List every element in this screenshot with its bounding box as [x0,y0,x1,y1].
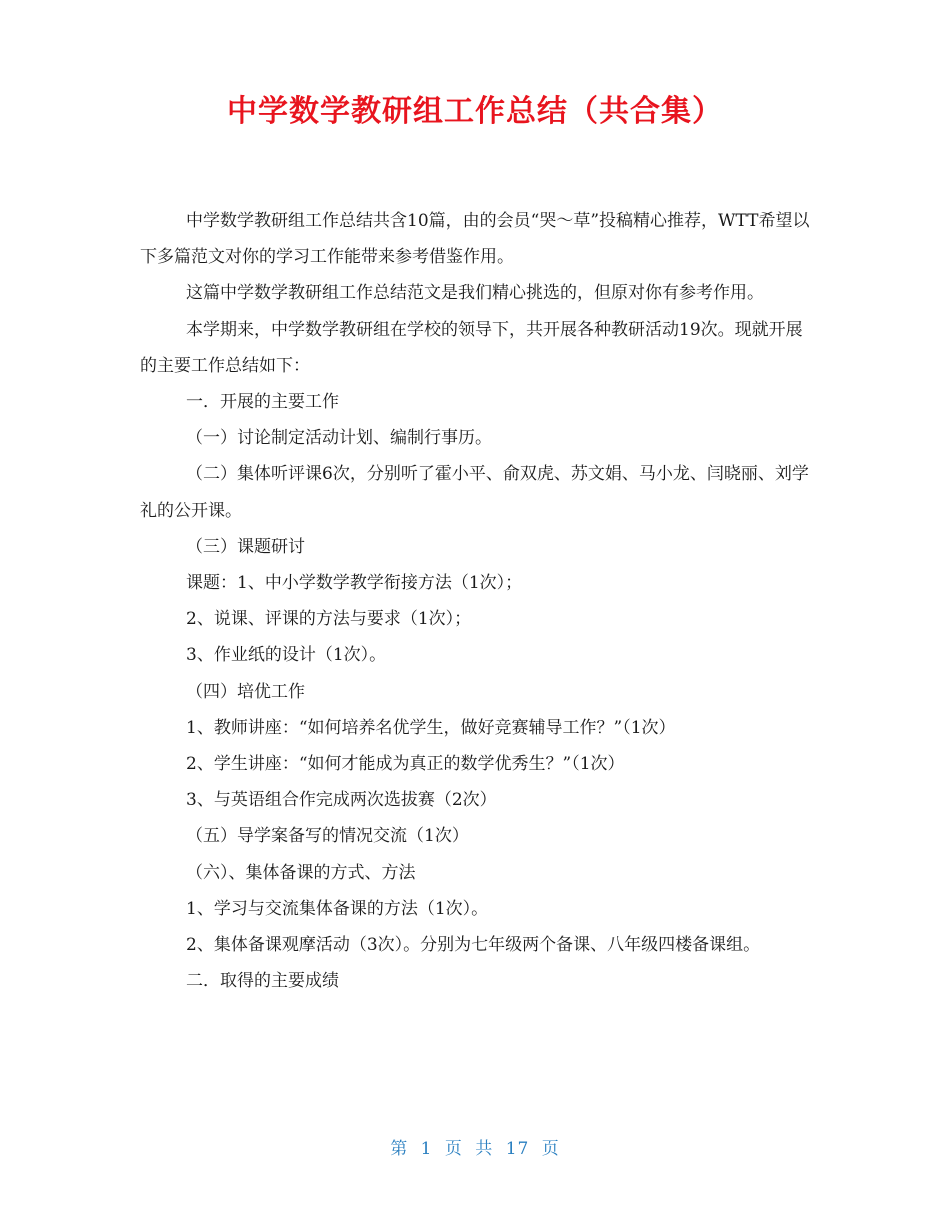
list-item: 2、集体备课观摩活动（3次）。分别为七年级两个备课、八年级四楼备课组。 [186,935,761,956]
list-item: （二）集体听评课6次，分别听了霍小平、俞双虎、苏文娟、马小龙、闫晓丽、刘学礼的公开课。 [140,464,809,521]
paragraph-intro: 中学数学教研组工作总结共含10篇，由的会员“哭～草”投稿精心推荐，WTT希望以下多篇范文对你的学习工作能带来参考借鉴作用。 [140,211,810,268]
paragraph-overview: 本学期来，中学数学教研组在学校的领导下，共开展各种教研活动19次。现就开展的主要工作总结如下： [140,319,803,376]
document-title: 中学数学教研组工作总结（共合集） [227,94,723,129]
list-item: 1、教师讲座：“如何培养名优学生，做好竞赛辅导工作？”（1次） [186,717,676,738]
list-item: （四）培优工作 [186,681,305,702]
list-item: 3、作业纸的设计（1次）。 [186,645,387,666]
list-item: （三）课题研讨 [186,536,305,557]
list-item: 3、与英语组合作完成两次选拔赛（2次） [186,790,497,811]
list-item: （六）、集体备课的方式、方法 [186,862,416,883]
list-item: （五）导学案备写的情况交流（1次） [186,826,469,847]
list-item: 2、说课、评课的方法与要求（1次）； [186,609,472,630]
paragraph-selection-note: 这篇中学数学教研组工作总结范文是我们精心挑选的，但原对你有参考作用。 [186,283,764,304]
list-item: 2、学生讲座：“如何才能成为真正的数学优秀生？”（1次） [186,754,625,775]
section-heading-main-work: 一．开展的主要工作 [186,392,339,413]
section-heading-achievements: 二．取得的主要成绩 [186,971,339,992]
list-item: 课题：1、中小学数学教学衔接方法（1次）； [186,573,523,594]
document-body [140,203,812,999]
list-item: （一）讨论制定活动计划、编制行事历。 [186,428,492,449]
page-number-footer: 第 1 页 共 17 页 [390,1139,560,1159]
list-item: 1、学习与交流集体备课的方法（1次）。 [186,898,489,919]
